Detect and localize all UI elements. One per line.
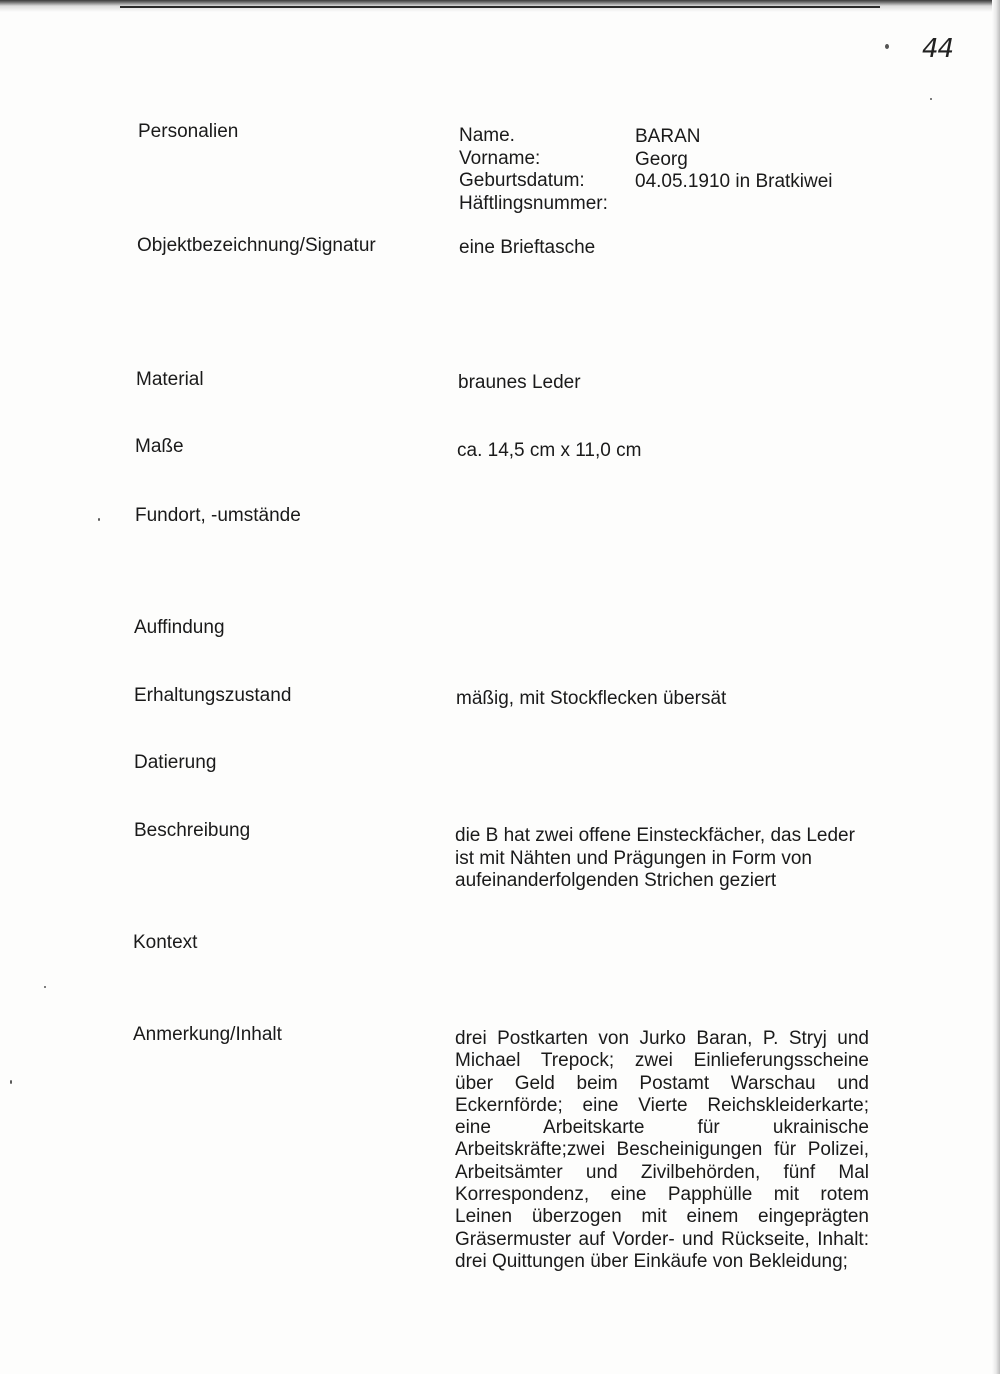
erhaltungszustand-label: Erhaltungszustand xyxy=(134,685,292,706)
beschreibung-label: Beschreibung xyxy=(134,820,251,841)
scan-speck xyxy=(10,1080,12,1084)
erhaltungszustand-value: mäßig, mit Stockflecken übersät xyxy=(456,688,727,709)
geburtsdatum-value: 04.05.1910 in Bratkiwei xyxy=(635,171,833,192)
handwritten-page-number: 44 xyxy=(922,34,954,64)
beschreibung-line: ist mit Nähten und Prägungen in Form von xyxy=(455,847,812,869)
anmerkung-line: Arbeitskräfte;zwei Bescheinigungen für Polizei, xyxy=(455,1139,869,1161)
masse-value: ca. 14,5 cm x 11,0 cm xyxy=(457,440,642,461)
scan-speck xyxy=(98,518,100,521)
datierung-label: Datierung xyxy=(134,752,217,773)
anmerkung-line: Gräsermuster auf Vorder- und Rückseite, Inhalt: xyxy=(455,1228,869,1250)
haeftlingsnummer-value xyxy=(635,194,833,217)
anmerkung-line: Leinen überzogen mit einem eingeprägten xyxy=(455,1206,869,1228)
beschreibung-text xyxy=(455,825,885,893)
scan-speck xyxy=(44,986,46,988)
personalien-field-values xyxy=(635,126,833,216)
beschreibung-line: die B hat zwei offene Einsteckfächer, das Leder xyxy=(455,825,855,846)
vorname-label: Vorname: xyxy=(459,147,541,169)
personalien-label: Personalien xyxy=(138,121,239,142)
scan-edge-line xyxy=(120,6,880,8)
personalien-field-labels xyxy=(459,125,608,215)
anmerkung-label: Anmerkung/Inhalt xyxy=(133,1024,282,1045)
scan-edge-right xyxy=(992,0,1000,1374)
anmerkung-line: eine Arbeitskarte für ukrainische xyxy=(455,1117,869,1139)
anmerkung-line: drei Quittungen über Einkäufe von Bekleidung; xyxy=(455,1250,848,1272)
anmerkung-line: Eckernförde; eine Vierte Reichskleiderkarte; xyxy=(455,1094,869,1116)
anmerkung-line: Arbeitsämter und Zivilbehörden, fünf Mal xyxy=(455,1161,869,1183)
haeftlingsnummer-label: Häftlingsnummer: xyxy=(459,192,608,214)
name-value: BARAN xyxy=(635,126,701,147)
name-label: Name. xyxy=(459,125,515,146)
kontext-label: Kontext xyxy=(133,932,198,953)
fundort-label: Fundort, -umstände xyxy=(135,505,301,526)
anmerkung-text xyxy=(455,1028,869,1273)
objektbezeichnung-value: eine Brieftasche xyxy=(459,237,596,258)
anmerkung-line: drei Postkarten von Jurko Baran, P. Stryj und xyxy=(455,1028,869,1049)
masse-label: Maße xyxy=(135,436,184,457)
geburtsdatum-label: Geburtsdatum: xyxy=(459,170,585,191)
vorname-value: Georg xyxy=(635,148,688,170)
anmerkung-line: Korrespondenz, eine Papphülle mit rotem xyxy=(455,1184,869,1206)
anmerkung-line: über Geld beim Postamt Warschau und xyxy=(455,1072,869,1094)
scan-speck xyxy=(885,44,889,49)
material-label: Material xyxy=(136,369,204,390)
anmerkung-line: Michael Trepock; zwei Einlieferungsscheine xyxy=(455,1050,869,1072)
objektbezeichnung-label: Objektbezeichnung/Signatur xyxy=(137,235,376,256)
scan-speck xyxy=(930,98,932,100)
material-value: braunes Leder xyxy=(458,372,581,393)
auffindung-label: Auffindung xyxy=(134,617,225,638)
beschreibung-line: aufeinanderfolgenden Strichen geziert xyxy=(455,870,777,891)
